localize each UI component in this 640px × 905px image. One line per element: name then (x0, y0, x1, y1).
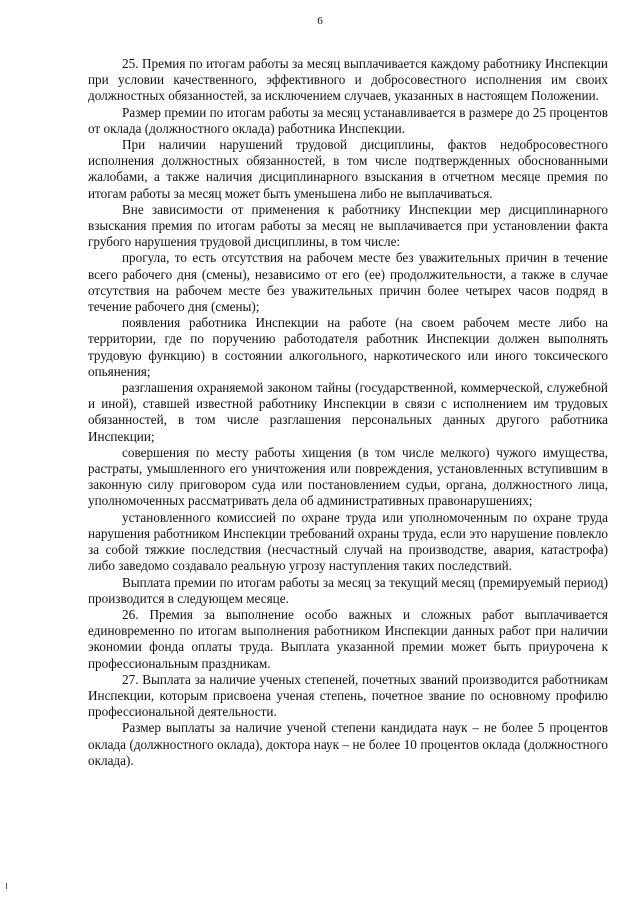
scan-edge-mark (6, 883, 7, 889)
paragraph-degree-payment-size: Размер выплаты за наличие ученой степени кандидата наук – не более 5 процентов оклада (должностного оклада), доктора наук – не более 10 процентов оклада (должностного оклада). (88, 720, 608, 768)
paragraph-bonus-size: Размер премии по итогам работы за месяц устанавливается в размере до 25 процентов от оклада (должностного оклада) работника Инспекции. (88, 104, 608, 136)
list-item-theft: совершения по месту работы хищения (в том числе мелкого) чужого имущества, растраты, умышленного его уничтожения или повреждения, установленных вступившим в законную силу приговором суда или постановлением судьи, органа, должностного лица, уполномоченных рассматривать дела об административных правонарушениях; (88, 444, 608, 509)
paragraph-25: 25. Премия по итогам работы за месяц выплачивается каждому работнику Инспекции при условии качественного, эффективного и добросовестного исполнения им своих должностных обязанностей, за исключением случаев, указанных в настоящем Положении. (88, 56, 608, 104)
list-item-absence: прогула, то есть отсутствия на рабочем месте без уважительных причин в течение всего рабочего дня (смены), независимо от его (ее) продолжительности, а также в случае отсутствия на рабочем месте без уважительных причин более четырех часов подряд в течение рабочего дня (смены); (88, 250, 608, 315)
list-item-safety-violation: установленного комиссией по охране труда или уполномоченным по охране труда нарушения работником Инспекции требований охраны труда, если это нарушение повлекло за собой тяжкие последствия (несчастный случай на производстве, авария, катастрофа) либо заведомо создавало реальную угрозу наступления таких последствий. (88, 509, 608, 574)
document-body (88, 56, 608, 769)
page-number: 6 (317, 15, 323, 27)
paragraph-bonus-reduction: При наличии нарушений трудовой дисциплины, фактов недобросовестного исполнения должностных обязанностей, в том числе подтвержденных обоснованными жалобами, а также наличия дисциплинарного взыскания в отчетном месяце премия по итогам работы за месяц может быть уменьшена либо не выплачиваться. (88, 137, 608, 201)
paragraph-bonus-payment-timing: Выплата премии по итогам работы за месяц за текущий месяц (премируемый период) производится в следующем месяце. (88, 574, 608, 606)
paragraph-26: 26. Премия за выполнение особо важных и сложных работ выплачивается единовременно по итогам выполнения работником Инспекции данных работ при наличии экономии фонда оплаты труда. Выплата указанной премии может быть приурочена к профессиональным праздникам. (88, 606, 608, 671)
list-item-disclosure: разглашения охраняемой законом тайны (государственной, коммерческой, служебной и иной), ставшей известной работнику Инспекции в связи с исполнением им трудовых обязанностей, в том числе разглашения персональных данных другого работника Инспекции; (88, 380, 608, 444)
paragraph-27: 27. Выплата за наличие ученых степеней, почетных званий производится работникам Инспекции, которым присвоена ученая степень, почетное звание по основному профилю профессиональной деятельности. (88, 671, 608, 720)
paragraph-no-bonus-conditions: Вне зависимости от применения к работнику Инспекции мер дисциплинарного взыскания премия по итогам работы за месяц не выплачивается при установлении факта грубого нарушения трудовой дисциплины, в том числе: (88, 201, 608, 250)
list-item-intoxication: появления работника Инспекции на работе (на своем рабочем месте либо на территории, где по поручению работодателя работник Инспекции должен выполнять трудовую функцию) в состоянии алкогольного, наркотического или иного токсического опьянения; (88, 315, 608, 379)
